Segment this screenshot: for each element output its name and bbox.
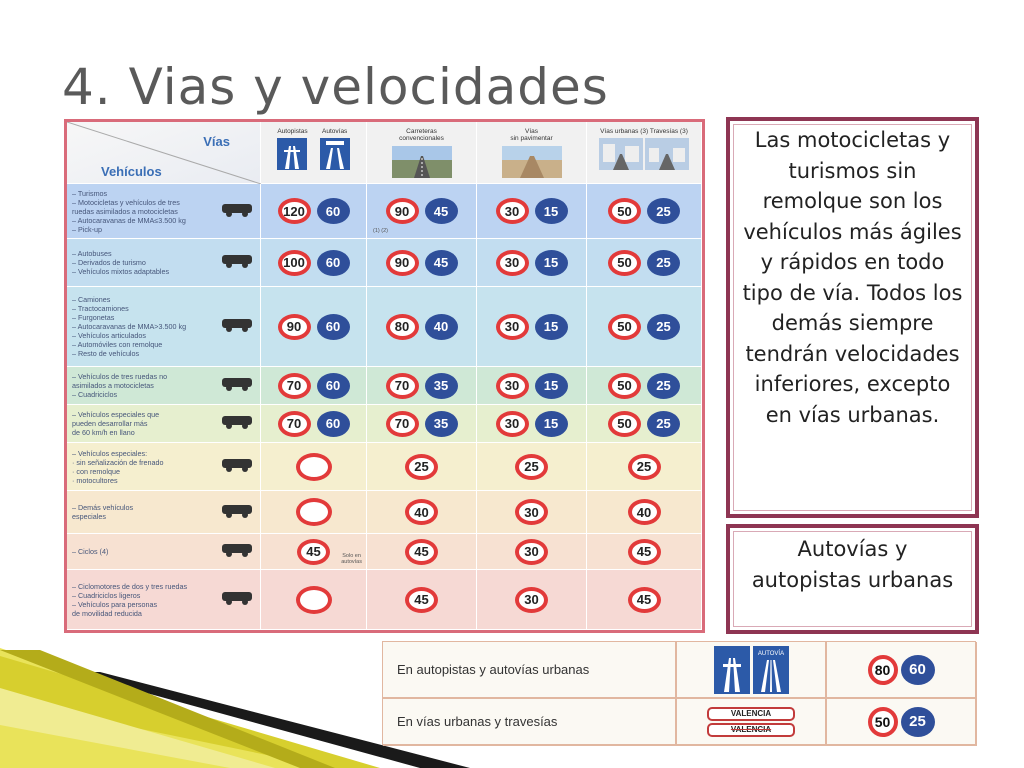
speed-sign-red: 70 xyxy=(278,373,311,399)
speed-cell xyxy=(367,570,477,630)
vehicle-category-cell xyxy=(67,534,261,570)
speed-cell xyxy=(367,239,477,287)
vehicle-category-cell xyxy=(67,570,261,630)
speed-sign-red: 30 xyxy=(496,373,529,399)
speed-cell xyxy=(587,287,702,367)
tractor-icon xyxy=(220,412,254,435)
vehicle-category-text: – Demás vehículos especiales xyxy=(72,503,134,521)
vehicle-category-cell xyxy=(67,239,261,287)
speed-cell xyxy=(587,184,702,239)
speed-cell xyxy=(261,184,367,239)
speed-sign-empty xyxy=(296,498,332,526)
speed-limits-table xyxy=(64,119,705,633)
speed-sign-red: 25 xyxy=(628,454,661,480)
urban-road-icon xyxy=(599,138,689,175)
speed-cell xyxy=(367,405,477,443)
speed-cell xyxy=(477,239,587,287)
bicycle-icon xyxy=(220,540,254,563)
column-header-label: Autovías xyxy=(322,128,348,135)
vehicle-category-cell xyxy=(67,405,261,443)
vehicle-category-cell xyxy=(67,287,261,367)
speed-cell xyxy=(261,534,367,570)
info-box-vehicles xyxy=(726,117,979,518)
speed-sign-blue: 15 xyxy=(535,198,568,224)
speed-cell xyxy=(477,491,587,534)
highway-signs xyxy=(677,642,827,699)
vehicle-category-text: – Ciclos (4) xyxy=(72,547,109,556)
speed-sign-red: 50 xyxy=(608,411,641,437)
speed-cell xyxy=(477,287,587,367)
row-label-urban xyxy=(383,699,677,746)
column-header-label: Vías urbanas (3) Travesías (3) xyxy=(600,128,688,135)
speed-cell xyxy=(367,184,477,239)
vehicle-category-text: – Camiones – Tractocamiones – Furgonetas – Autocaravanas de MMA>3.500 kg – Vehículos articulados – Automóviles con remolque – Resto de vehículos xyxy=(72,295,187,358)
speed-cell xyxy=(477,367,587,405)
speed-sign-red: 25 xyxy=(405,454,438,480)
speed-sign-red: 30 xyxy=(515,499,548,525)
column-header xyxy=(477,122,587,184)
tiller-icon xyxy=(220,455,254,478)
speed-sign-blue: 25 xyxy=(647,198,680,224)
column-header-label: Carreteras convencionales xyxy=(399,128,444,143)
table-corner xyxy=(67,122,261,184)
speed-sign-red: 90 xyxy=(386,250,419,276)
speed-sign-red: 70 xyxy=(386,373,419,399)
motorway-sign-icon xyxy=(277,138,307,175)
expressway-sign-text: AUTOVÍA xyxy=(757,650,784,657)
speed-sign-red: 45 xyxy=(405,539,438,565)
vehicle-category-text: – Vehículos especiales que pueden desarrollar más de 60 km/h en llano xyxy=(72,410,160,437)
speed-cell xyxy=(367,443,477,491)
column-header-label: Vías sin pavimentar xyxy=(510,128,553,143)
speed-sign-red: 70 xyxy=(278,411,311,437)
info-box-caption: Autovías y autopistas urbanas xyxy=(751,537,954,592)
row-label-highways xyxy=(383,642,677,699)
vehicle-category-cell xyxy=(67,443,261,491)
vehicle-category-cell xyxy=(67,367,261,405)
row-label-text: En autopistas y autovías urbanas xyxy=(397,662,590,677)
speed-sign-red: 30 xyxy=(515,539,548,565)
speed-sign-red: 40 xyxy=(405,499,438,525)
speed-sign-blue: 15 xyxy=(535,411,568,437)
speed-sign-red: 50 xyxy=(608,250,641,276)
column-header xyxy=(261,122,367,184)
speed-sign-red: 30 xyxy=(496,198,529,224)
column-header-label: Autopistas xyxy=(277,128,308,135)
speed-cell xyxy=(261,239,367,287)
speed-sign-blue: 25 xyxy=(647,411,680,437)
speed-sign-red: 80 xyxy=(386,314,419,340)
car-motorcycle-icon xyxy=(220,200,254,223)
truck-icon xyxy=(220,315,254,338)
column-header xyxy=(587,122,702,184)
speed-sign-blue: 60 xyxy=(317,250,350,276)
speed-sign-red: 80 xyxy=(868,655,898,685)
speed-cell xyxy=(587,570,702,630)
motorway-sign-icon xyxy=(714,646,750,694)
speed-cell xyxy=(587,405,702,443)
speed-sign-red: 100 xyxy=(278,250,311,276)
speed-cell xyxy=(367,367,477,405)
vehicle-category-text: – Vehículos de tres ruedas no asimilados a motocicletas – Cuadriciclos xyxy=(72,372,168,399)
speed-sign-blue: 60 xyxy=(901,655,935,685)
speed-sign-red: 40 xyxy=(628,499,661,525)
speed-sign-red: 30 xyxy=(496,411,529,437)
speed-cell xyxy=(587,491,702,534)
speed-sign-red: 30 xyxy=(515,587,548,613)
speed-sign-blue: 15 xyxy=(535,314,568,340)
column-header xyxy=(367,122,477,184)
urban-speed-signs xyxy=(827,699,977,746)
vehicle-category-cell xyxy=(67,184,261,239)
speed-cell xyxy=(367,287,477,367)
moped-icon xyxy=(220,588,254,611)
speed-sign-red: 45 xyxy=(297,539,330,565)
speed-sign-blue: 25 xyxy=(647,373,680,399)
vehicle-category-cell xyxy=(67,491,261,534)
speed-sign-blue: 60 xyxy=(317,314,350,340)
speed-sign-blue: 40 xyxy=(425,314,458,340)
corner-label-vehicles: Vehículos xyxy=(101,164,162,179)
unpaved-road-icon xyxy=(502,146,562,183)
bus-icon xyxy=(220,251,254,274)
vehicle-category-text: – Autobuses – Derivados de turismo – Vehículos mixtos adaptables xyxy=(72,249,170,276)
speed-cell xyxy=(477,184,587,239)
speed-cell xyxy=(477,443,587,491)
speed-sign-blue: 60 xyxy=(317,373,350,399)
speed-sign-blue: 25 xyxy=(901,707,935,737)
speed-grid xyxy=(67,122,702,630)
speed-sign-red: 25 xyxy=(515,454,548,480)
speed-sign-blue: 60 xyxy=(317,198,350,224)
speed-sign-red: 120 xyxy=(278,198,311,224)
speed-cell xyxy=(587,239,702,287)
urban-speeds-table xyxy=(382,641,976,745)
speed-cell xyxy=(261,491,367,534)
table-footnote: (1) (2) xyxy=(373,227,388,234)
speed-cell xyxy=(261,405,367,443)
speed-cell xyxy=(477,570,587,630)
speed-sign-empty xyxy=(296,453,332,481)
three-wheeler-icon xyxy=(220,374,254,397)
speed-sign-blue: 25 xyxy=(647,250,680,276)
speed-sign-blue: 45 xyxy=(425,250,458,276)
speed-cell xyxy=(261,570,367,630)
speed-sign-red: 45 xyxy=(628,539,661,565)
highway-speed-signs xyxy=(827,642,977,699)
speed-cell xyxy=(367,534,477,570)
speed-sign-red: 70 xyxy=(386,411,419,437)
speed-sign-blue: 25 xyxy=(647,314,680,340)
speed-sign-blue: 15 xyxy=(535,250,568,276)
vehicle-category-text: – Vehículos especiales: · sin señalización de frenado · con remolque · motocultores xyxy=(72,448,164,485)
speed-sign-blue: 35 xyxy=(425,373,458,399)
info-box-text: Las motocicletas y turismos sin remolque son los vehículos más ágiles y rápidos en todo tipo de vía. Todos los demás siempre tendrán velocidades inferiores, excepto en vías urbanas. xyxy=(742,128,963,427)
speed-cell xyxy=(587,443,702,491)
speed-cell xyxy=(477,405,587,443)
speed-sign-red: 30 xyxy=(496,314,529,340)
excavator-icon xyxy=(220,501,254,524)
speed-cell xyxy=(367,491,477,534)
speed-sign-blue: 45 xyxy=(425,198,458,224)
vehicle-category-text: – Turismos – Motocicletas y vehículos de tres ruedas asimilados a motocicletas – Autocaravanas de MMA≤3.500 kg – Pick-up xyxy=(72,188,186,234)
vehicle-category-text: – Ciclomotores de dos y tres ruedas – Cuadriciclos ligeros – Vehículos para personas de movilidad reducida xyxy=(72,581,188,618)
speed-sign-red: 50 xyxy=(868,707,898,737)
speed-cell xyxy=(261,287,367,367)
speed-sign-red: 90 xyxy=(386,198,419,224)
conventional-road-icon xyxy=(392,146,452,183)
table-footnote: Solo en autovías xyxy=(341,552,362,565)
info-box-urban-highways xyxy=(726,524,979,634)
speed-sign-red: 50 xyxy=(608,373,641,399)
speed-sign-red: 50 xyxy=(608,198,641,224)
speed-sign-blue: 60 xyxy=(317,411,350,437)
speed-cell xyxy=(587,367,702,405)
town-sign-entry: VALENCIA xyxy=(707,707,795,721)
town-sign-exit: VALENCIA xyxy=(707,723,795,737)
speed-sign-blue: 35 xyxy=(425,411,458,437)
speed-sign-empty xyxy=(296,586,332,614)
speed-cell xyxy=(587,534,702,570)
row-label-text: En vías urbanas y travesías xyxy=(397,714,558,729)
slide-title: 4. Vias y velocidades xyxy=(62,58,609,116)
expressway-sign-icon xyxy=(320,138,350,175)
town-signs xyxy=(677,699,827,746)
speed-sign-red: 30 xyxy=(496,250,529,276)
speed-cell xyxy=(261,443,367,491)
speed-cell xyxy=(477,534,587,570)
corner-label-roads: Vías xyxy=(203,134,230,149)
expressway-sign-icon xyxy=(753,646,789,694)
speed-sign-red: 90 xyxy=(278,314,311,340)
speed-sign-red: 45 xyxy=(628,587,661,613)
speed-sign-red: 45 xyxy=(405,587,438,613)
speed-cell xyxy=(261,367,367,405)
speed-sign-blue: 15 xyxy=(535,373,568,399)
speed-sign-red: 50 xyxy=(608,314,641,340)
